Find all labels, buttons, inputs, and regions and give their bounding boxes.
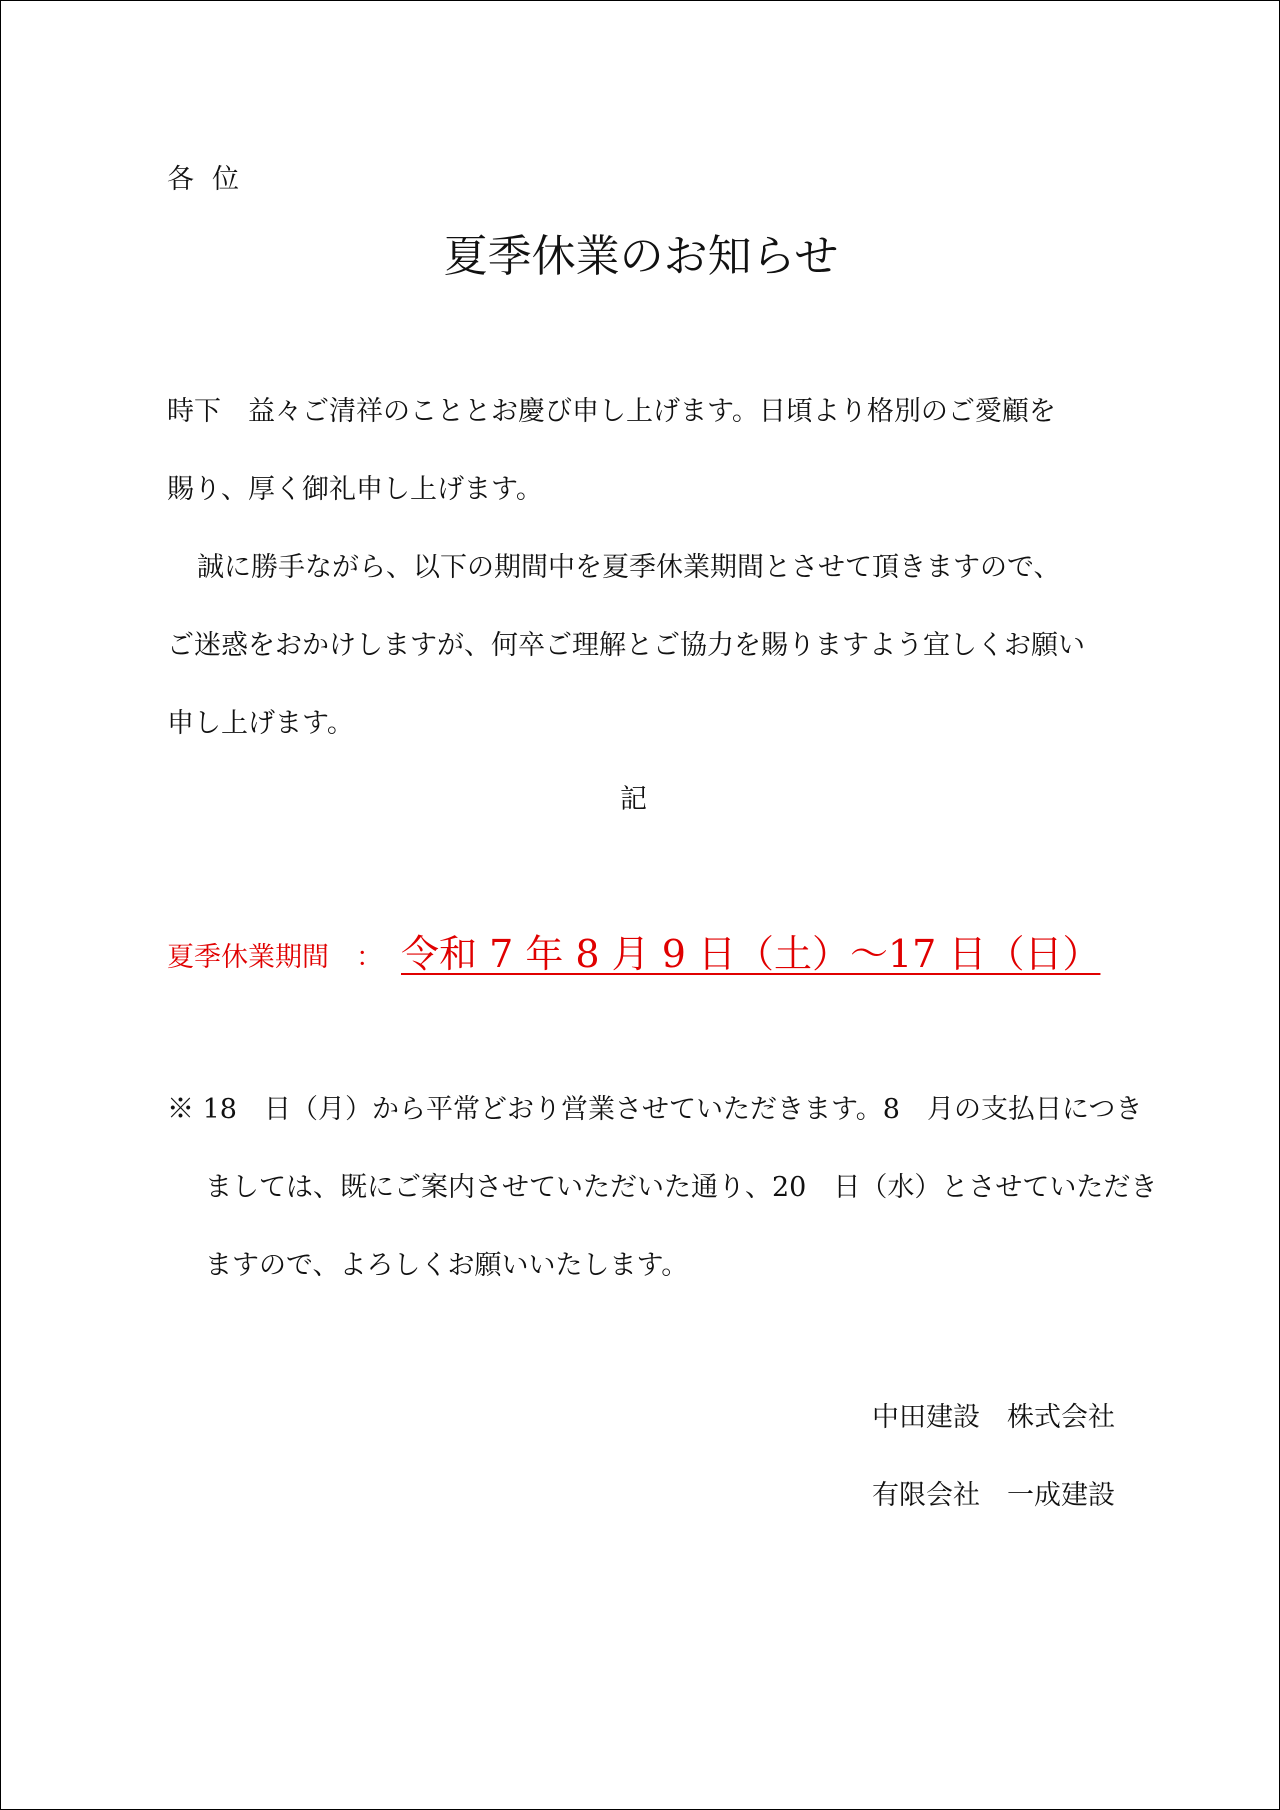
document-title: 夏季休業のお知らせ <box>443 231 839 282</box>
note-line-2: ましては、既にご案内させていただいた通り、20 日（水）とさせていただき <box>205 1172 1158 1203</box>
addressee: 各位 <box>167 164 257 195</box>
note-line-1: ※ 18 日（月）から平常どおり営業させていただきます。8 月の支払日につき <box>167 1094 1143 1125</box>
ki-heading: 記 <box>620 784 647 815</box>
body-line-1: 誠に勝手ながら、以下の期間中を夏季休業期間とさせて頂きますので、 <box>197 552 1061 583</box>
body-line-3: 申し上げます。 <box>167 708 354 739</box>
signature-company-2: 有限会社 一成建設 <box>872 1480 1115 1511</box>
body-line-2: ご迷惑をおかけしますが、何卒ご理解とご協力を賜りますよう宜しくお願い <box>167 630 1085 661</box>
holiday-period-value: 令和 7 年 8 月 9 日（土）～17 日（日） <box>401 932 1101 976</box>
note-line-3: ますので、よろしくお願いいたします。 <box>205 1250 689 1281</box>
greeting-line-2: 賜り、厚く御礼申し上げます。 <box>167 474 543 505</box>
signature-company-1: 中田建設 株式会社 <box>872 1402 1115 1433</box>
greeting-line-1: 時下 益々ご清祥のこととお慶び申し上げます。日頃より格別のご愛顧を <box>167 396 1056 427</box>
holiday-period-label: 夏季休業期間 ： <box>167 942 383 973</box>
